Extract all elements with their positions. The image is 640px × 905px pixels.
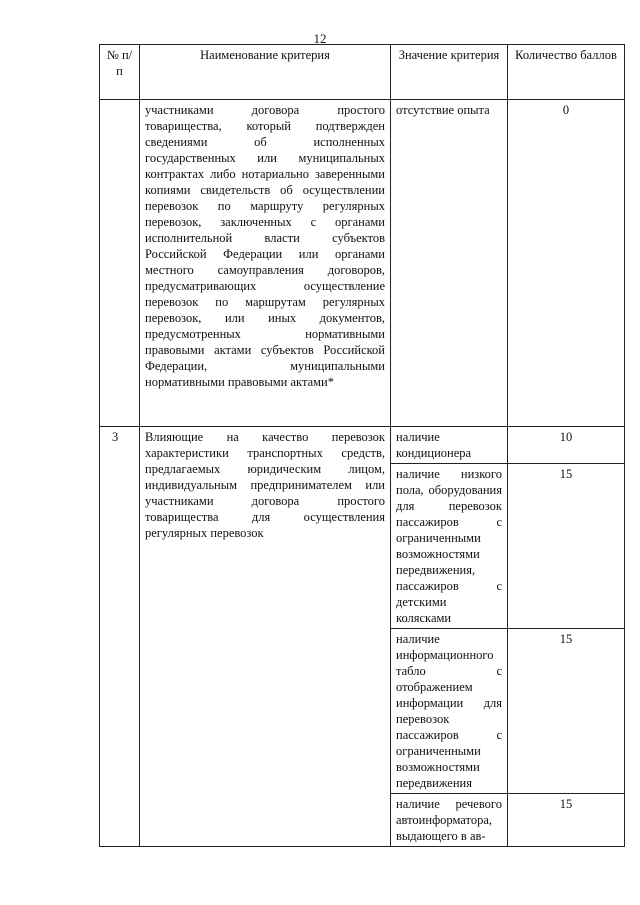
criterion-name: Влияющие на качество перевозок характеристики транспортных средств, предлагаемых юридическим лицом, индивидуальным предпринимателем или участниками договора простого товарищества для осуществления регулярных перевозок — [140, 427, 391, 847]
criterion-value: наличие низкого пола, оборудования для перевозок пассажиров с ограниченными возможностями передвижения, пассажиров с детскими колясками — [391, 464, 508, 629]
criterion-value: наличие кондиционера — [391, 427, 508, 464]
criterion-points: 15 — [508, 629, 625, 794]
criterion-value: отсутствие опыта — [391, 100, 508, 427]
header-criterion-name: Наименование критерия — [140, 45, 391, 100]
header-points: Количество баллов — [508, 45, 625, 100]
header-num: № п/п — [100, 45, 140, 100]
table-row — [100, 427, 625, 464]
criteria-table — [99, 44, 625, 847]
table-header-row — [100, 45, 625, 100]
row-num — [100, 100, 140, 427]
criterion-points: 15 — [508, 464, 625, 629]
criterion-points: 0 — [508, 100, 625, 427]
table-row — [100, 100, 625, 427]
criterion-points: 10 — [508, 427, 625, 464]
criterion-value: наличие информационного табло с отображением информации для перевозок пассажиров с ограниченными возможностями передвижения — [391, 629, 508, 794]
criterion-points: 15 — [508, 794, 625, 847]
criterion-name: участниками договора простого товарищества, который подтвержден сведениями об исполненных государственных или муниципальных контрактах либо нотариально заверенными копиями свидетельств об осуществлении перевозок по маршруту регулярных перевозок, заключенных с органами исполнительной власти субъектов Российской Федерации или органами местного самоуправления договоров, предусматривающих осуществление перевозок по маршрутам регулярных перевозок, или иных документов, предусмотренных нормативными правовыми актами субъектов Российской Федерации, муниципальными нормативными правовыми актами* — [140, 100, 391, 427]
header-criterion-value: Значение критерия — [391, 45, 508, 100]
page-number: 12 — [313, 31, 327, 46]
row-num: 3 — [100, 427, 140, 847]
criterion-value: наличие речевого автоинформатора, выдающего в ав- — [391, 794, 508, 847]
